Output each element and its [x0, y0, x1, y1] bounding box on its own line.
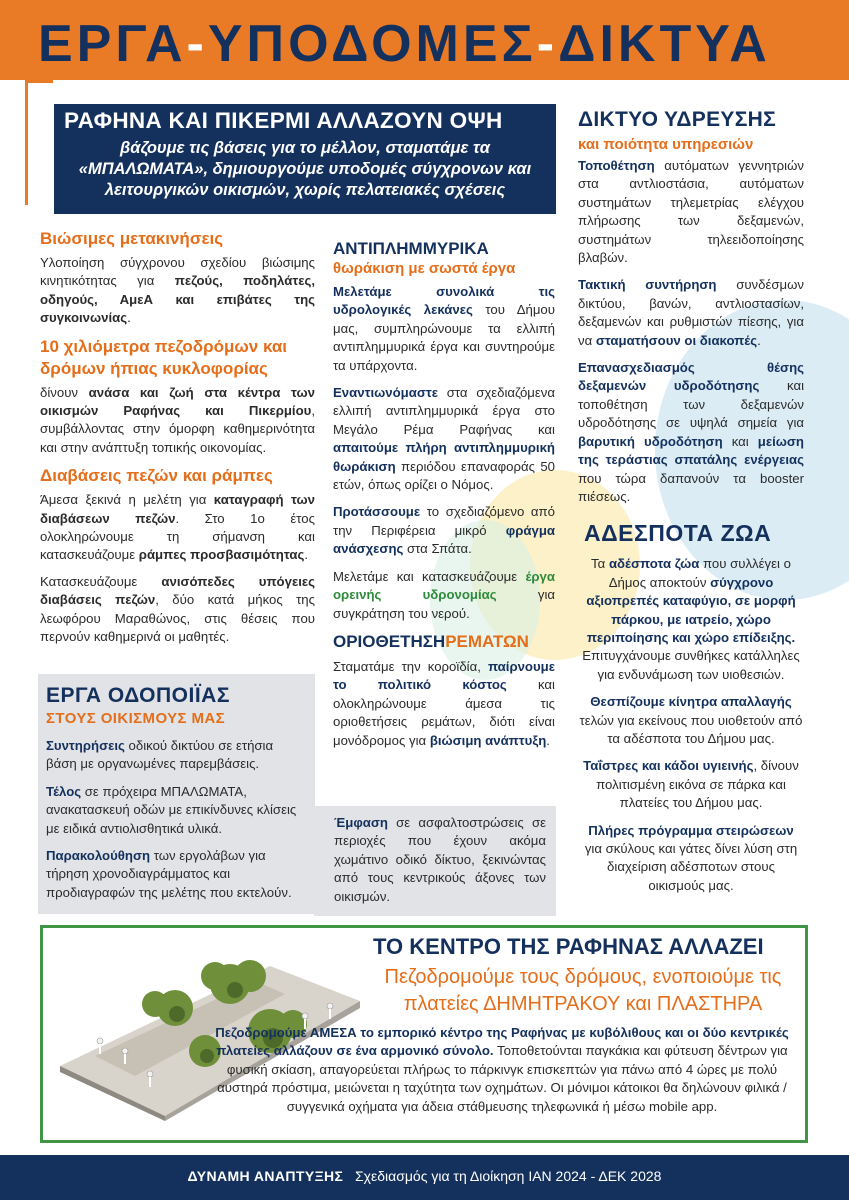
footer-text — [0, 1168, 849, 1184]
headline-box — [54, 104, 556, 214]
animals-paragraph-4: Πλήρες πρόγραμμα στειρώσεων για σκύλους και γάτες δίνει λύση στη διαχείριση αδέσποτων στους οικισμούς μας. — [584, 822, 798, 893]
heading-crossings: Διαβάσεις πεζών και ράμπες — [40, 466, 273, 486]
flood-paragraph-3: Προτάσσουμε το σχεδιαζόμενο από την Περιφέρεια μικρό φράγμα ανάσχεσης στα Σπάτα. — [333, 504, 555, 557]
flood-paragraph-2: Εναντιωνόμαστε στα σχεδιαζόμενα ελλιπή αντιπλημμυρικά έργα στο Μεγάλο Ρέμα Ραφήνας και απαιτούμε πλήρη αντιπλημμυρική θωράκιση περιόδου επαναφοράς 50 ετών, όπως ορίζει ο Νόμος. — [333, 385, 555, 493]
roads-item-patches: Τέλος σε πρόχειρα ΜΠΑΛΩΜΑΤΑ, ανακατασκευή οδών με επικίνδυνες κλίσεις με ειδικά αντιολισθητικά υλικά. — [46, 783, 297, 836]
heading-pedestrian: 10 χιλιόμετρα πεζοδρόμων και δρόμων ήπιας κυκλοφορίας — [40, 336, 288, 378]
paragraph-mobility: Υλοποίηση σύγχρονου σχεδίου βιώσιμης κινητικότητας για πεζούς, ποδηλάτες, οδηγούς, ΑμεΑ και επιβάτες της συγκοινωνίας. — [40, 255, 315, 326]
flood-subtitle: θωράκιση με σωστά έργα — [333, 260, 516, 277]
footer-org: ΔΥΝΑΜΗ ΑΝΑΠΤΥΞΗΣ — [187, 1168, 344, 1184]
town-center-box — [40, 925, 808, 1143]
animals-paragraph-1: Τα αδέσποτα ζώα που συλλέγει ο Δήμος αποκτούν σύγχρονο αξιοπρεπές καταφύγιο, σε μορφή πάρκου, με ιατρείο, χώρο περιποίησης και χώρο επίδειξης. Επιτυγχάνουμε συνθήκες κατάλληλες για ενδυνάμωση των υιοθεσιών. — [582, 556, 800, 682]
paragraph-underpasses: Κατασκευάζουμε ανισόπεδες υπόγειες διαβάσεις πεζών, δύο κατά μήκος της λεωφόρου Μαραθώνος, στις θέσεις που περνούν καθημερινά οι μαθητές. — [40, 573, 315, 645]
page-title: ΕΡΓΑ-ΥΠΟΔΟΜΕΣ-ΔΙΚΤΥΑ — [38, 15, 771, 73]
roads-title: ΕΡΓΑ ΟΔΟΠΟΙΪΑΣ — [46, 684, 230, 707]
asphalt-paragraph: Έμφαση σε ασφαλτοστρώσεις σε περιοχές που έχουν ακόμα χωμάτινο οδικό δίκτυο, ξεκινώντας από τους κεντρικούς άξονες των οικισμών. — [334, 815, 546, 904]
animals-paragraph-3: Ταΐστρες και κάδοι υγιεινής, δίνουν πολιτισμένη εικόνα σε πάρκα και πλατείες του Δήμου μας. — [583, 758, 799, 811]
water-title: ΔΙΚΤΥΟ ΥΔΡΕΥΣΗΣ — [578, 108, 777, 131]
decor-corner — [25, 80, 53, 205]
headline-title: ΡΑΦΗΝΑ ΚΑΙ ΠΙΚΕΡΜΙ ΑΛΛΑΖΟΥΝ ΟΨΗ — [64, 108, 503, 133]
roads-box — [38, 674, 315, 914]
footer-band — [0, 1155, 849, 1200]
streams-paragraph: Σταματάμε την κοροϊδία, παίρνουμε το πολιτικό κόστος και ολοκληρώνουμε άμεσα τις οριοθετήσεις ρεμάτων, διότι είναι μονόδρομος για βιώσιμη ανάπτυξη. — [333, 658, 555, 748]
flood-paragraph-1: Μελετάμε συνολικά τις υδρολογικές λεκάνες του Δήμου μας, συμπληρώνουμε τα ελλιπή αντιπλημμυρικά έργα και συντηρούμε τα υπάρχοντα. — [333, 284, 555, 373]
header-band — [0, 0, 849, 80]
paragraph-crossings: Άμεσα ξεκινά η μελέτη για καταγραφή των διαβάσεων πεζών. Στο 1ο έτος ολοκληρώνουμε τη σήμανση και κατασκευάζουμε ράμπες προσβασιμότητας. — [40, 492, 315, 563]
paragraph-pedestrian: δίνουν ανάσα και ζωή στα κέντρα των οικισμών Ραφήνας και Πικερμίου, συμβάλλοντας στην όμορφη καθημερινότητα και στην ανάπτυξη τοπικής οικονομίας. — [40, 384, 316, 455]
animals-title: ΑΔΕΣΠΟΤΑ ΖΩΑ — [584, 520, 772, 547]
water-paragraph-2: Τακτική συντήρηση συνδέσμων δικτύου, βανών, αντλιοστασίων, δεξαμενών και ρυθμιστών πίεσης, για να σταματήσουν οι διακοπές. — [578, 277, 804, 348]
town-center-text: Πεζοδρομούμε ΑΜΕΣΑ το εμπορικό κέντρο της Ραφήνας με κυβόλιθους και οι δύο κεντρικές πλατείες αλλάζουν σε ένα αρμονικό σύνολο. Τοποθετούνται παγκάκια και φύτευση δέντρων για φυσική σκίαση, απαγορεύεται πλήρως το πάρκινγκ επισκεπτών για πάνω από 4 ώρες με πολύ αυστηρά πρόστιμα, μειώνεται η ταχύτητα των οχημάτων. Οι μόνιμοι κάτοικοι θα δηλώνουν φιλικά / συγγενικά οχήματα για άδεια στάθμευσης τηλεφωνικά ή μέσω mobile app. — [215, 1025, 789, 1114]
roads-item-maintenance: Συντηρήσεις οδικού δικτύου σε ετήσια βάση με οργανωμένες παρεμβάσεις. — [46, 738, 274, 772]
footer-plan: Σχεδιασμός για τη Διοίκηση ΙΑΝ 2024 - ΔΕΚ 2028 — [354, 1168, 662, 1184]
water-subtitle: και ποιότητα υπηρεσιών — [578, 136, 754, 153]
water-paragraph-1: Τοποθέτηση αυτόματων γεννητριών στα αντλιοστάσια, αυτόματων συστημάτων τηλεμετρίας ελέγχου πλήρωσης των δεξαμενών, συστημάτων τηλεειδοποίησης βλαβών. — [578, 158, 804, 266]
streams-title: ΟΡΙΟΘΕΤΗΣΗΡΕΜΑΤΩΝ — [333, 631, 529, 651]
animals-paragraph-2: Θεσπίζουμε κίνητρα απαλλαγής τελών για εκείνους που υιοθετούν από τα αδέσποτα του Δήμου μας. — [579, 694, 803, 746]
heading-mobility: Βιώσιμες μετακινήσεις — [40, 229, 224, 248]
roads-subtitle: ΣΤΟΥΣ ΟΙΚΙΣΜΟΥΣ ΜΑΣ — [46, 710, 226, 727]
headline-subtitle: βάζουμε τις βάσεις για το μέλλον, σταματάμε τα «ΜΠΑΛΩΜΑΤΑ», δημιουργούμε υποδομές σύγχρονων και λειτουργικών οικισμών, χωρίς πελατειακές σχέσεις — [78, 139, 532, 199]
flood-paragraph-4: Μελετάμε και κατασκευάζουμε έργα ορεινής υδρονομίας για συγκράτηση του νερού. — [333, 568, 555, 621]
right-column — [578, 108, 804, 904]
roads-item-monitoring: Παρακολούθηση των εργολάβων για τήρηση χρονοδιαγράμματος και προδιαγραφών της μελέτης που εκτελούν. — [46, 848, 292, 900]
middle-column — [333, 238, 555, 759]
left-column — [40, 228, 315, 655]
asphalt-box — [314, 806, 556, 916]
flood-title: ΑΝΤΙΠΛΗΜΜΥΡΙΚΑ — [333, 239, 489, 258]
town-center-subtitle: Πεζοδρομούμε τους δρόμους, ενοποιούμε τις πλατείες ΔΗΜΗΤΡΑΚΟΥ και ΠΛΑΣΤΗΡΑ — [384, 966, 782, 1015]
town-center-title: ΤΟ ΚΕΝΤΡΟ ΤΗΣ ΡΑΦΗΝΑΣ ΑΛΛΑΖΕΙ — [373, 934, 764, 959]
water-paragraph-3: Επανασχεδιασμός θέσης δεξαμενών υδροδότησης και τοποθέτηση των δεξαμενών υδροδότησης σε υψηλά σημεία για βαρυτική υδροδότηση και μείωση της τεράστιας σπατάλης ενέργειας που τώρα δαπανούν τα booster πιέσεως. — [578, 360, 805, 504]
